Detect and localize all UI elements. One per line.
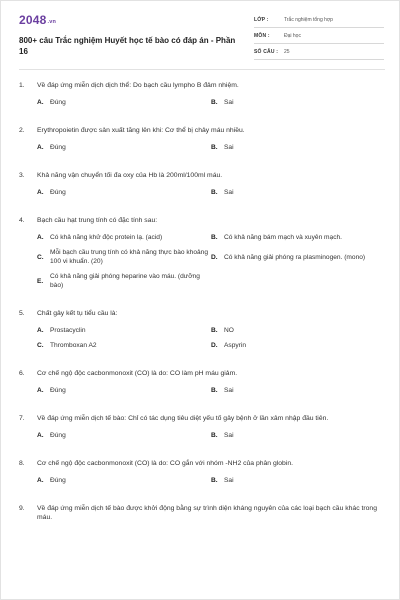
question-item: [19, 81, 385, 113]
question-stem: Về đáp ứng miễn dịch tế bào: Chỉ có tác dụng tiêu diệt yếu tố gây bệnh ở lần xâm nhập đầu tiên.: [37, 415, 329, 422]
site-logo[interactable]: [19, 13, 56, 27]
question-item: [19, 369, 385, 401]
question-text: [19, 369, 385, 378]
answer-options: [19, 386, 385, 401]
answer-option[interactable]: [211, 476, 385, 485]
meta-value: Trắc nghiệm tổng hợp: [284, 17, 333, 23]
header-divider: [19, 69, 385, 70]
answer-option[interactable]: [37, 326, 211, 335]
answer-option[interactable]: [37, 272, 211, 290]
option-letter: E.: [37, 277, 44, 285]
option-letter: C.: [37, 342, 44, 349]
question-stem: Chất gây kết tụ tiểu cầu là:: [37, 310, 118, 317]
logo-text: 2048: [19, 13, 47, 27]
answer-option[interactable]: [211, 143, 385, 152]
option-letter: B.: [211, 387, 218, 394]
option-letter: A.: [37, 327, 44, 334]
option-letter: B.: [211, 189, 218, 196]
question-list: [19, 81, 385, 535]
question-text: [19, 216, 385, 225]
option-letter: D.: [211, 253, 218, 261]
option-letter: D.: [211, 342, 218, 349]
option-text: Đúng: [50, 432, 66, 439]
question-text: [19, 504, 385, 522]
option-letter: A.: [37, 477, 44, 484]
option-text: Có khả năng giải phóng ra plasminogen. (mono): [224, 253, 366, 261]
option-text: Đúng: [50, 99, 66, 106]
option-letter: A.: [37, 387, 44, 394]
answer-options: [19, 98, 385, 113]
question-item: [19, 414, 385, 446]
option-letter: B.: [211, 327, 218, 334]
option-text: Đúng: [50, 144, 66, 151]
question-item: [19, 459, 385, 491]
option-text: Prostacyclin: [50, 327, 86, 334]
question-stem: Về đáp ứng miễn dịch dịch thể: Do bạch cầu lympho B đảm nhiệm.: [37, 82, 239, 89]
answer-options: [19, 143, 385, 158]
option-letter: A.: [37, 99, 44, 106]
option-text: Có khả năng bám mạch và xuyên mạch.: [224, 234, 343, 241]
option-text: Sai: [224, 99, 234, 106]
question-stem: Khả năng vận chuyển tối đa oxy của Hb là 200ml/100ml máu.: [37, 172, 223, 179]
option-text: Sai: [224, 189, 234, 196]
answer-option[interactable]: [211, 386, 385, 395]
option-letter: B.: [211, 234, 218, 241]
meta-key: SỐ CÂU :: [254, 49, 279, 55]
question-number: 6.: [19, 370, 25, 377]
question-number: 9.: [19, 505, 25, 512]
answer-option[interactable]: [211, 431, 385, 440]
meta-row-class: [254, 15, 384, 28]
question-number: 7.: [19, 415, 25, 422]
question-text: [19, 459, 385, 468]
option-letter: B.: [211, 99, 218, 106]
question-text: [19, 126, 385, 135]
question-item: [19, 171, 385, 203]
answer-option[interactable]: [37, 431, 211, 440]
meta-value: 25: [284, 49, 290, 55]
option-text: Sai: [224, 477, 234, 484]
question-item: [19, 309, 385, 356]
question-number: 8.: [19, 460, 25, 467]
option-text: Sai: [224, 387, 234, 394]
answer-option[interactable]: [37, 386, 211, 395]
option-text: Mỗi bạch cầu trung tính có khả năng thực bào khoảng 100 vi khuẩn. (20): [50, 249, 209, 265]
option-text: Sai: [224, 432, 234, 439]
option-text: Đúng: [50, 477, 66, 484]
option-text: Aspyrin: [224, 342, 246, 349]
option-letter: A.: [37, 234, 44, 241]
question-number: 1.: [19, 82, 25, 89]
option-letter: C.: [37, 253, 44, 261]
answer-option[interactable]: [211, 341, 385, 350]
question-stem: Về đáp ứng miễn dịch tế bào được khởi động bằng sự trình diện kháng nguyên của các loại bạch cầu khác trong máu.: [37, 505, 377, 521]
question-stem: Cơ chế ngộ độc cacbonmonoxit (CO) là do: CO làm pH máu giảm.: [37, 370, 238, 377]
option-letter: A.: [37, 189, 44, 196]
question-number: 5.: [19, 310, 25, 317]
question-text: [19, 171, 385, 180]
option-letter: A.: [37, 144, 44, 151]
answer-options: [19, 431, 385, 446]
answer-option[interactable]: [37, 143, 211, 152]
option-text: Có khả năng khử độc protein lạ. (acid): [50, 234, 163, 241]
question-text: [19, 81, 385, 90]
meta-row-count: [254, 47, 384, 60]
option-text: Thromboxan A2: [50, 342, 97, 349]
option-text: Có khả năng giải phóng heparine vào máu. (dưỡng bào): [50, 273, 200, 289]
answer-option[interactable]: [37, 341, 211, 350]
option-text: Đúng: [50, 387, 66, 394]
question-stem: Cơ chế ngộ độc cacbonmonoxit (CO) là do: CO gắn với nhóm -NH2 của phân globin.: [37, 460, 293, 467]
answer-options: [19, 476, 385, 491]
answer-option[interactable]: [211, 248, 385, 266]
meta-key: LỚP :: [254, 17, 269, 23]
option-text: NO: [224, 327, 234, 334]
option-letter: B.: [211, 432, 218, 439]
meta-value: Đại học: [284, 33, 301, 39]
option-text: Sai: [224, 144, 234, 151]
answer-option[interactable]: [211, 188, 385, 197]
question-item: [19, 216, 385, 296]
answer-option[interactable]: [37, 188, 211, 197]
option-letter: A.: [37, 432, 44, 439]
answer-option[interactable]: [37, 248, 211, 266]
meta-row-subject: [254, 31, 384, 44]
meta-key: MÔN :: [254, 33, 270, 39]
question-number: 3.: [19, 172, 25, 179]
answer-option[interactable]: [211, 233, 385, 242]
answer-option[interactable]: [37, 233, 211, 242]
option-text: Đúng: [50, 189, 66, 196]
question-text: [19, 414, 385, 423]
answer-options: [19, 326, 385, 356]
logo-tld: .vn: [47, 19, 57, 25]
answer-options: [19, 233, 385, 296]
option-letter: B.: [211, 477, 218, 484]
question-stem: Erythropoietin được sản xuất tăng lên khi: Cơ thể bị chảy máu nhiều.: [37, 127, 245, 134]
answer-options: [19, 188, 385, 203]
answer-option[interactable]: [211, 98, 385, 107]
question-text: [19, 309, 385, 318]
question-item: [19, 504, 385, 522]
question-number: 4.: [19, 217, 25, 224]
page-title: 800+ câu Trắc nghiệm Huyết học tế bào có đáp án - Phần 16: [19, 36, 236, 56]
question-number: 2.: [19, 127, 25, 134]
question-item: [19, 126, 385, 158]
option-letter: B.: [211, 144, 218, 151]
answer-option[interactable]: [211, 326, 385, 335]
document-meta: [254, 15, 384, 63]
question-stem: Bạch cầu hạt trung tính có đặc tính sau:: [37, 217, 158, 224]
answer-option[interactable]: [37, 476, 211, 485]
answer-option[interactable]: [37, 98, 211, 107]
